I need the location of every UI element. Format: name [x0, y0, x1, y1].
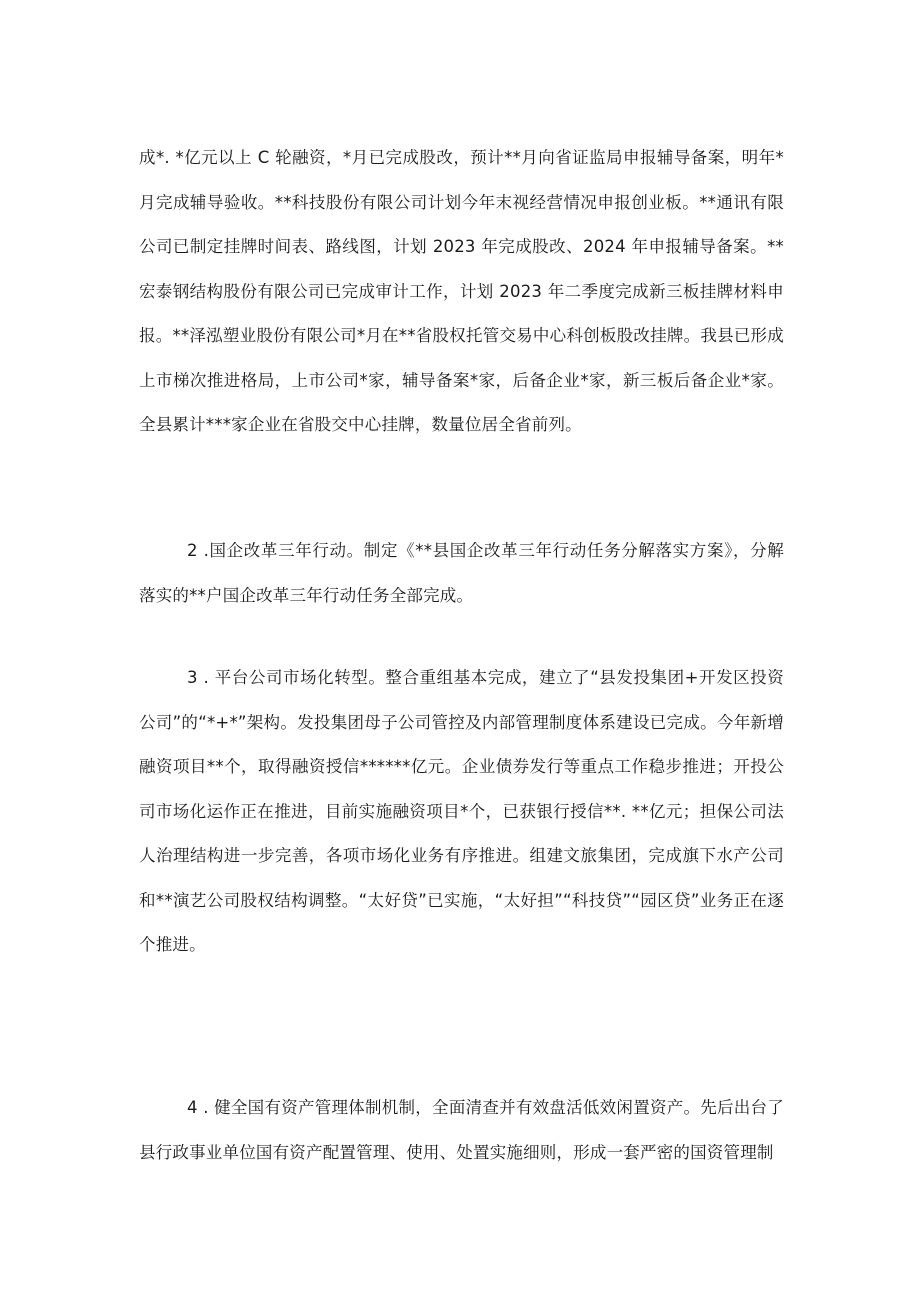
- paragraph-asset-management: [139, 1086, 784, 1175]
- paragraph-text: 4 . 健全国有资产管理体制机制，全面清查并有效盘活低效闲置资产。先后出台了县行政事业单位国有资产配置管理、使用、处置实施细则，形成一套严密的国资管理制: [139, 1098, 784, 1162]
- paragraph-text: 成*. *亿元以上 C 轮融资，*月已完成股改，预计**月向省证监局申报辅导备案，明年*月完成辅导验收。**科技股份有限公司计划今年末视经营情况申报创业板。**通讯有限公司已制定挂牌时间表、路线图，计划 2023 年完成股改、2024 年申报辅导备案。**宏泰钢结构股份有限公司已完成审计工作，计划 2023 年二季度完成新三板挂牌材料申报。**泽泓塑业股份有限公司*月在**省股权托管交易中心科创板股改挂牌。我县已形成上市梯次推进格局，上市公司*家，辅导备案*家，后备企业*家，新三板后备企业*家。全县累计***家企业在省股交中心挂牌，数量位居全省前列。: [139, 148, 784, 434]
- paragraph-text: 2 .国企改革三年行动。制定《**县国企改革三年行动任务分解落实方案》，分解落实的**户国企改革三年行动任务全部完成。: [139, 541, 784, 605]
- paragraph-platform-transformation: [139, 656, 784, 968]
- paragraph-soe-reform: [139, 529, 784, 618]
- paragraph-text: 3 . 平台公司市场化转型。整合重组基本完成，建立了“县发投集团+开发区投资公司”的“*+*”架构。发投集团母子公司管控及内部管理制度体系建设已完成。今年新增融资项目**个，取得融资授信******亿元。企业债券发行等重点工作稳步推进；开投公司市场化运作正在推进，目前实施融资项目*个，已获银行授信**. **亿元；担保公司法人治理结构进一步完善，各项市场化业务有序推进。组建文旅集团，完成旗下水产公司和**演艺公司股权结构调整。“太好贷”已实施，“太好担”“科技贷”“园区贷”业务正在逐个推进。: [139, 668, 784, 954]
- paragraph-listing-progress: [139, 136, 784, 448]
